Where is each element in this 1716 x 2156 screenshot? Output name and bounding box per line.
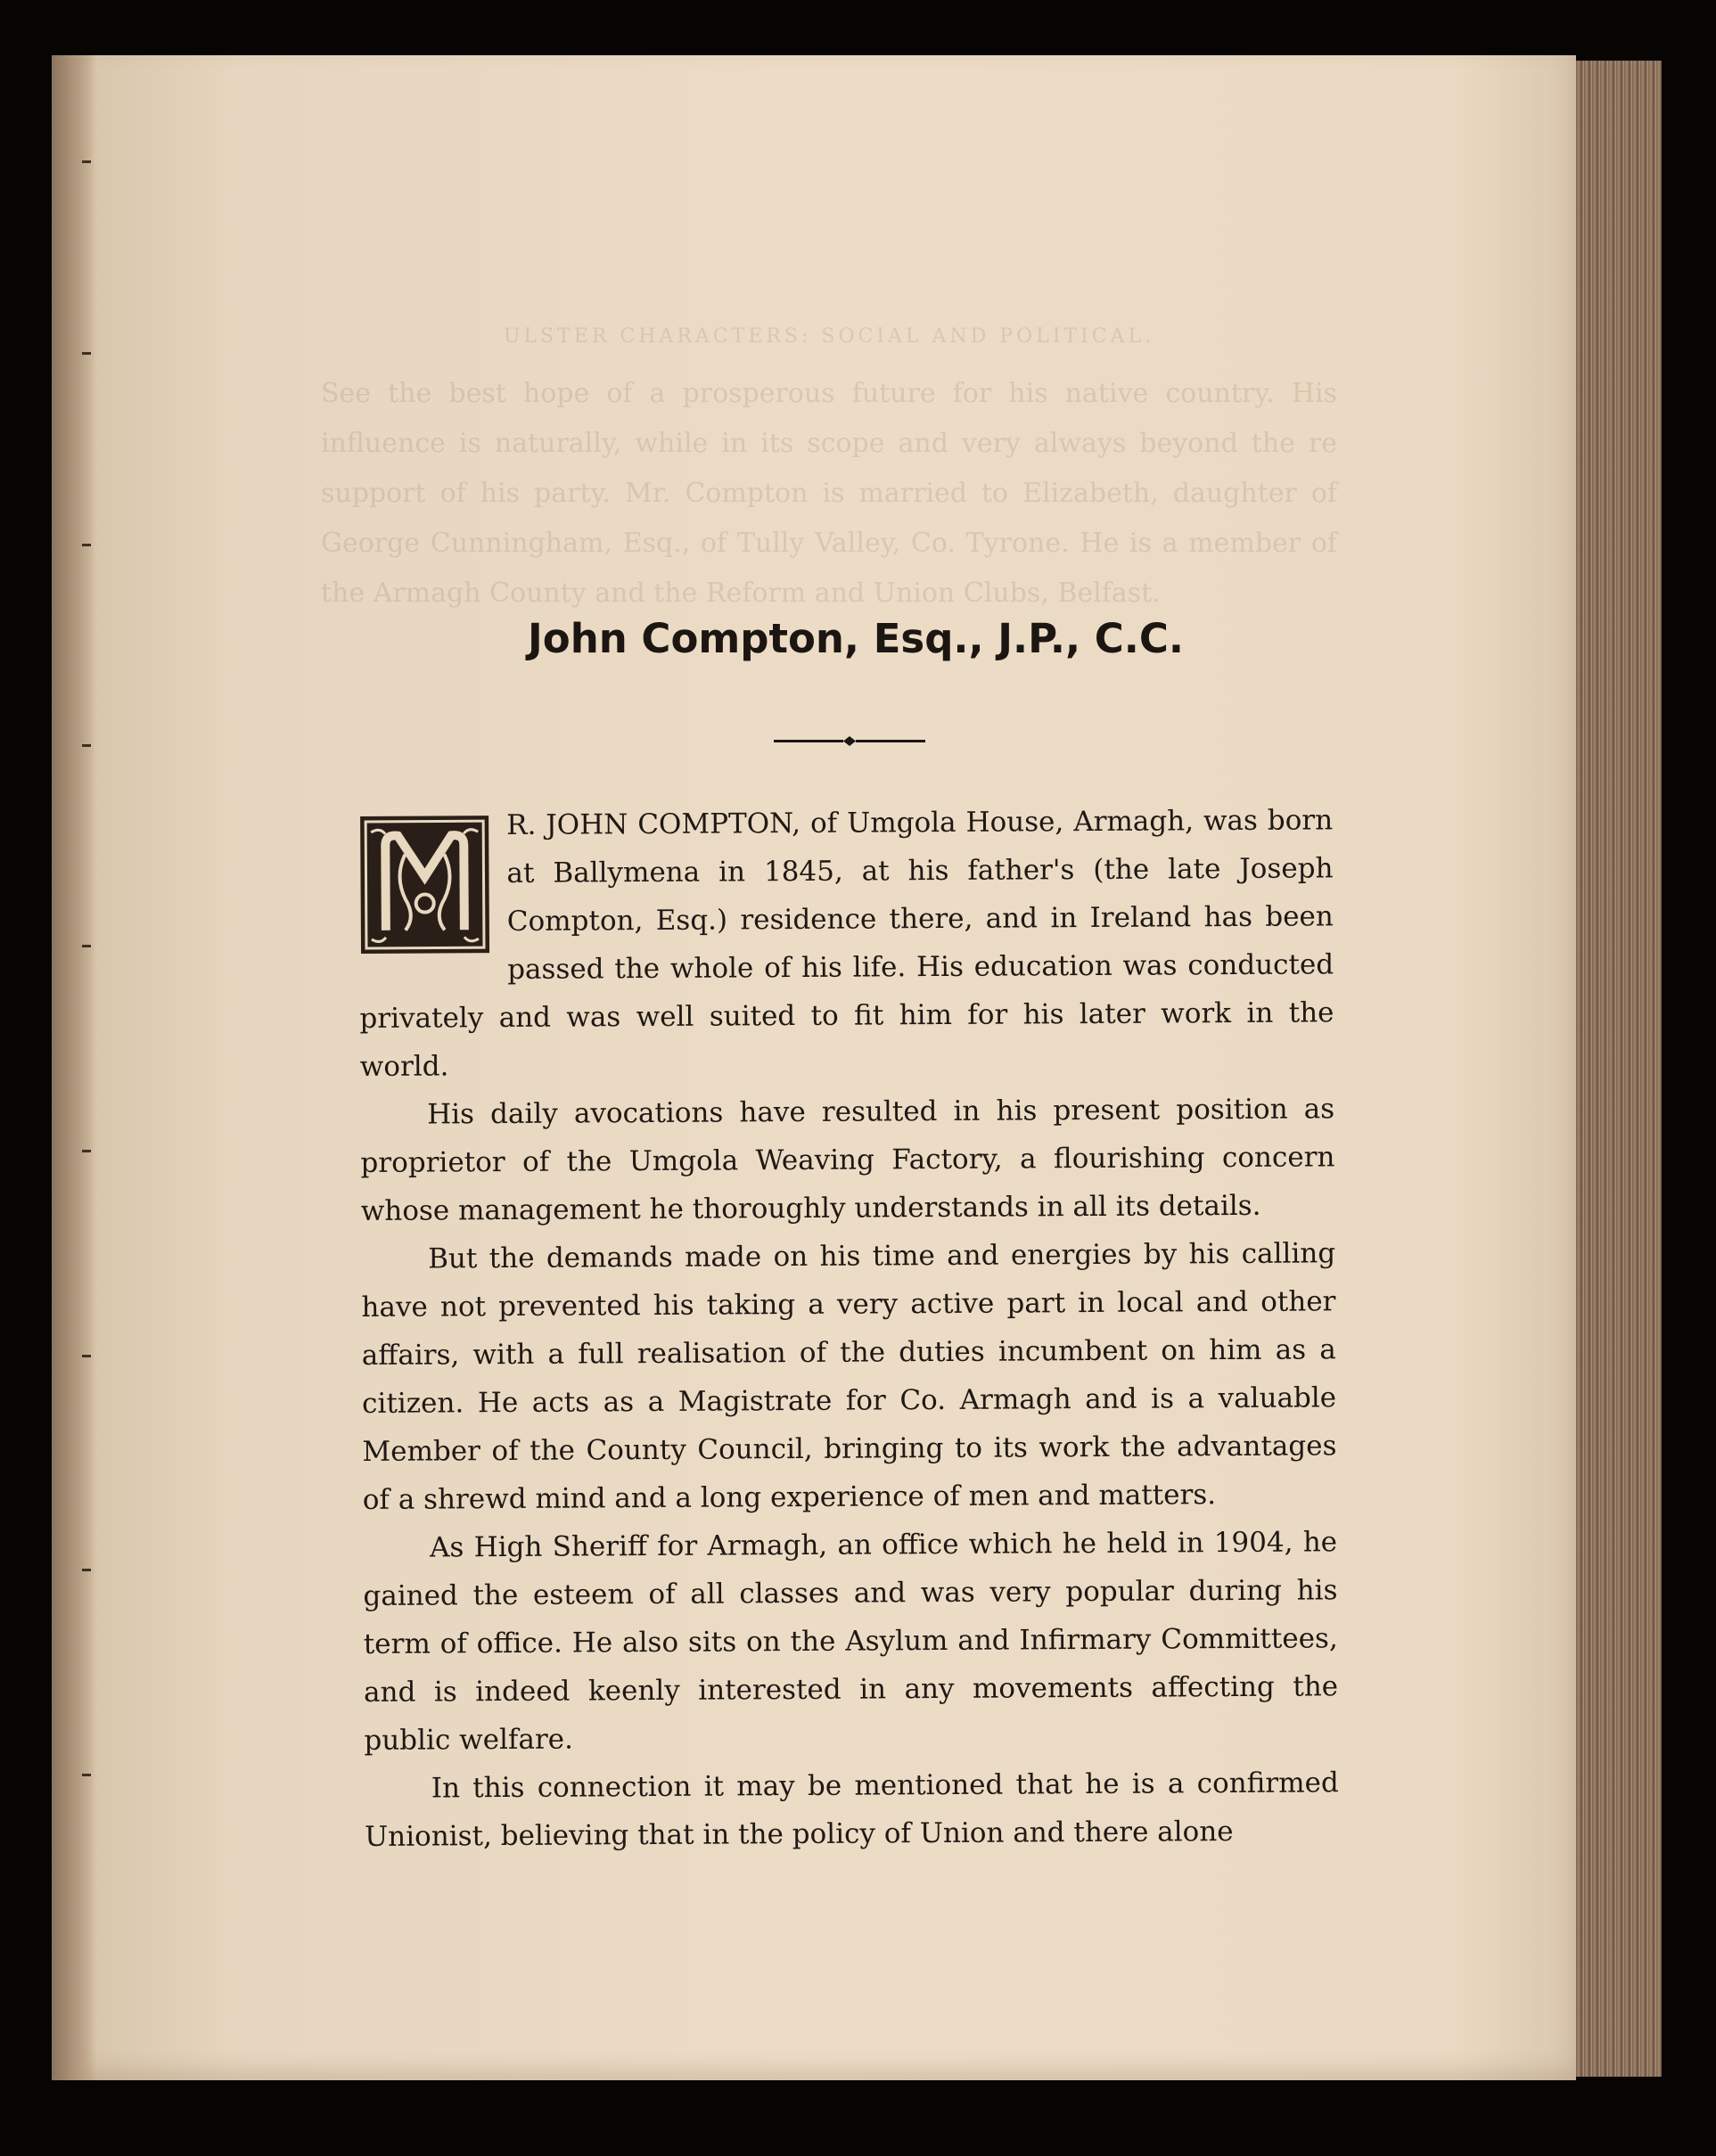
binding-stitch	[82, 744, 91, 747]
decorated-initial-m-icon	[358, 814, 491, 955]
binding-stitch	[82, 1569, 91, 1571]
page-binding-gutter	[52, 55, 96, 2080]
binding-stitch	[82, 1150, 91, 1152]
decorated-initial-m	[358, 814, 491, 955]
binding-stitch	[82, 1355, 91, 1357]
page-stack-edge	[1576, 61, 1662, 2077]
article-body	[358, 796, 1339, 1861]
binding-stitch	[82, 1774, 91, 1776]
article-title: John Compton, Esq., J.P., C.C.	[528, 615, 1184, 662]
article-paragraph: His daily avocations have resulted in his present position as proprietor of the Umgola Weaving Factory, a flourishing concern whose management he thoroughly understands in all its details.	[360, 1093, 1335, 1227]
show-through-text	[321, 312, 1337, 619]
article-paragraph: But the demands made on his time and energies by his calling have not prevented his taking a very active part in local and other affairs, with a full realisation of the duties incumbent on him as a citizen. He acts as a Magistrate for Co. Armagh and is a valuable Member of the County Council, bringing to its work the advantages of a shrewd mind and a long experience of men and matters.	[361, 1237, 1337, 1516]
show-through-running-head: ULSTER CHARACTERS: SOCIAL AND POLITICAL.	[503, 325, 1155, 348]
article-paragraph: R. JOHN COMPTON, of Umgola House, Armagh, was born at Ballymena in 1845, at his father's (the late Joseph Compton, Esq.) residence there, and in Ireland has been passed the whole of his life. His education was conducted privately and was well suited to fit him for his later work in the world.	[359, 804, 1334, 1083]
article-paragraph: In this connection it may be mentioned that he is a confirmed Unionist, believing that in the policy of Union and there alone	[364, 1767, 1339, 1853]
binding-stitch	[82, 160, 91, 163]
binding-stitch	[82, 945, 91, 947]
binding-stitch	[82, 544, 91, 546]
show-through-paragraph: See the best hope of a prosperous future for his native country. His influence is naturally, while in its scope and very always beyond the re support of his party. Mr. Compton is married to Elizabeth, daughter of George Cunningham, Esq., of Tully Valley, Co. Tyrone. He is a member of the Armagh County and the Reform and Union Clubs, Belfast.	[321, 378, 1337, 609]
title-ornament-rule	[774, 734, 925, 749]
article-paragraph: As High Sheriff for Armagh, an office which he held in 1904, he gained the esteem of all classes and was very popular during his term of office. He also sits on the Asylum and Infirmary Committees, and is indeed keenly interested in any movements affecting the public welfare.	[363, 1526, 1339, 1757]
binding-stitch	[82, 352, 91, 355]
